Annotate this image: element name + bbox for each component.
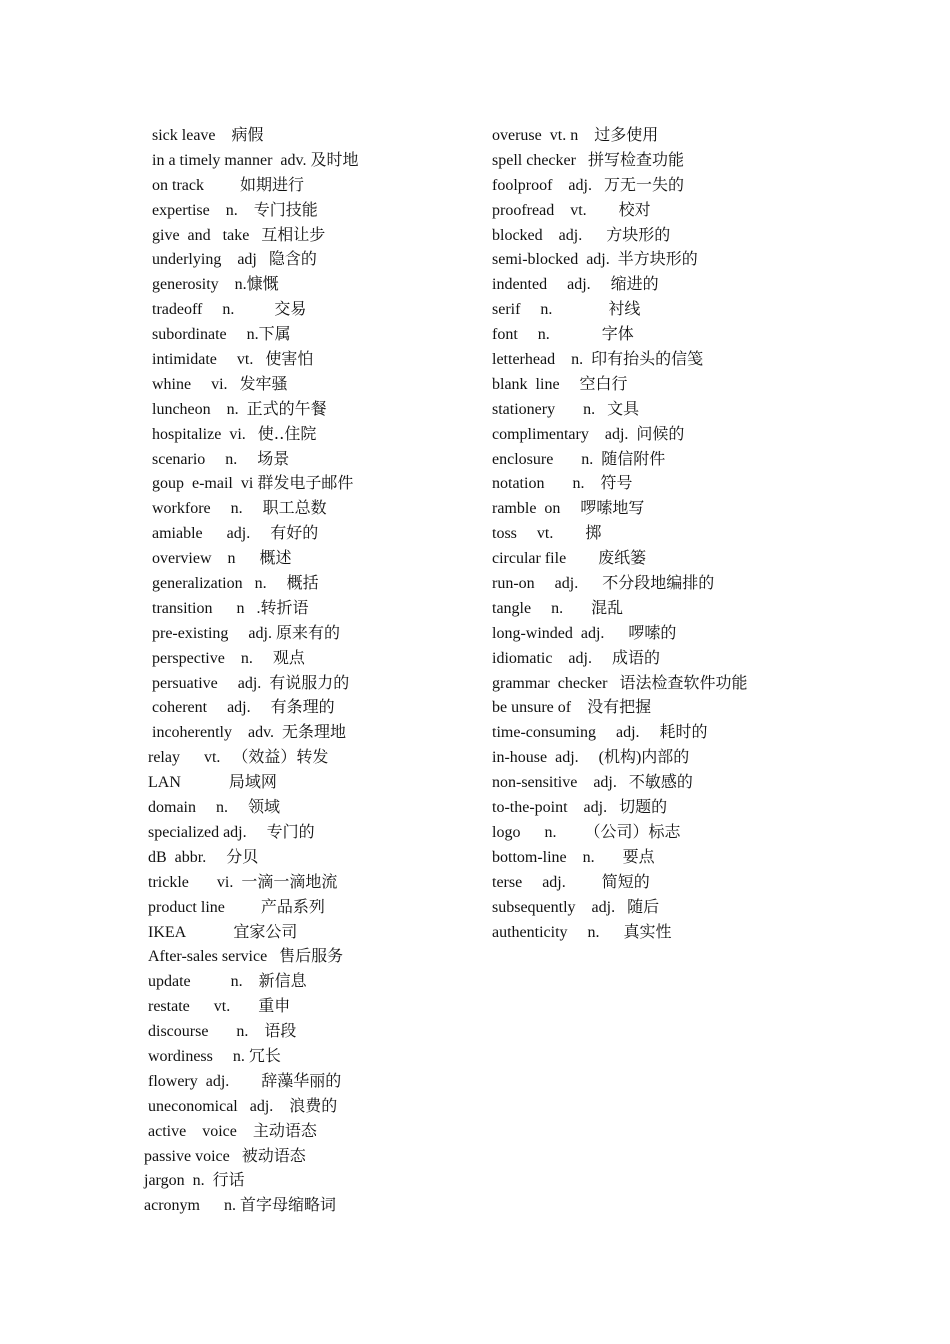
vocab-entry: overview n 概述 bbox=[152, 550, 292, 568]
vocab-entry: be unsure of 没有把握 bbox=[492, 699, 652, 717]
vocab-entry: tradeoff n. 交易 bbox=[152, 301, 307, 319]
vocab-entry: stationery n. 文具 bbox=[492, 400, 640, 418]
vocab-entry: hospitalize vi. 使‥住院 bbox=[152, 425, 317, 443]
vocab-entry: passive voice 被动语态 bbox=[144, 1147, 306, 1165]
vocab-entry: restate vt. 重申 bbox=[148, 998, 291, 1016]
vocab-entry: subordinate n.下属 bbox=[152, 326, 291, 344]
vocab-entry: flowery adj. 辞藻华丽的 bbox=[148, 1072, 342, 1090]
vocab-entry: workfore n. 职工总数 bbox=[152, 500, 327, 518]
vocab-entry: generosity n.慷慨 bbox=[152, 276, 279, 294]
vocab-entry: domain n. 领域 bbox=[148, 799, 280, 817]
right-vocabulary-column bbox=[492, 124, 912, 945]
vocab-entry: goup e-mail vi 群发电子邮件 bbox=[152, 475, 354, 493]
vocab-entry: update n. 新信息 bbox=[148, 973, 307, 991]
vocab-entry: letterhead n. 印有抬头的信笺 bbox=[492, 351, 704, 369]
vocab-entry: toss vt. 掷 bbox=[492, 525, 602, 543]
vocab-entry: discourse n. 语段 bbox=[148, 1023, 297, 1041]
vocab-entry: proofread vt. 校对 bbox=[492, 201, 651, 219]
vocab-entry: logo n. （公司）标志 bbox=[492, 823, 681, 841]
vocab-entry: notation n. 符号 bbox=[492, 475, 633, 493]
vocab-entry: perspective n. 观点 bbox=[152, 649, 305, 667]
vocab-entry: uneconomical adj. 浪费的 bbox=[148, 1097, 338, 1115]
vocab-entry: blank line 空白行 bbox=[492, 375, 628, 393]
vocab-entry: luncheon n. 正式的午餐 bbox=[152, 400, 327, 418]
vocab-entry: enclosure n. 随信附件 bbox=[492, 450, 666, 468]
vocab-entry: acronym n. 首字母缩略词 bbox=[144, 1197, 336, 1215]
vocab-entry: terse adj. 简短的 bbox=[492, 873, 650, 891]
vocab-entry: scenario n. 场景 bbox=[152, 450, 290, 468]
vocab-entry: long-winded adj. 啰嗦的 bbox=[492, 624, 677, 642]
vocab-entry: After-sales service 售后服务 bbox=[148, 948, 344, 966]
vocab-entry: wordiness n. 冗长 bbox=[148, 1047, 281, 1065]
vocab-entry: bottom-line n. 要点 bbox=[492, 848, 655, 866]
vocab-entry: active voice 主动语态 bbox=[148, 1122, 317, 1140]
vocab-entry: trickle vi. 一滴一滴地流 bbox=[148, 873, 338, 891]
vocab-entry: generalization n. 概括 bbox=[152, 575, 319, 593]
vocab-entry: authenticity n. 真实性 bbox=[492, 923, 672, 941]
vocab-entry: incoherently adv. 无条理地 bbox=[152, 724, 347, 742]
vocab-entry: specialized adj. 专门的 bbox=[148, 823, 315, 841]
vocab-entry: serif n. 衬线 bbox=[492, 301, 641, 319]
vocab-entry: in-house adj. (机构)内部的 bbox=[492, 749, 690, 767]
vocab-entry: font n. 字体 bbox=[492, 326, 634, 344]
vocab-entry: relay vt. （效益）转发 bbox=[148, 749, 329, 767]
left-vocabulary-column bbox=[144, 124, 472, 1219]
vocab-entry: give and take 互相让步 bbox=[152, 226, 326, 244]
vocab-entry: on track 如期进行 bbox=[152, 176, 304, 194]
vocab-entry: blocked adj. 方块形的 bbox=[492, 226, 671, 244]
vocab-entry: circular file 废纸篓 bbox=[492, 550, 647, 568]
vocab-entry: spell checker 拼写检查功能 bbox=[492, 151, 684, 169]
vocab-entry: run-on adj. 不分段地编排的 bbox=[492, 575, 715, 593]
vocab-entry: dB abbr. 分贝 bbox=[148, 848, 259, 866]
vocab-entry: grammar checker 语法检查软件功能 bbox=[492, 674, 748, 692]
vocab-entry: semi-blocked adj. 半方块形的 bbox=[492, 251, 698, 269]
vocab-entry: underlying adj 隐含的 bbox=[152, 251, 317, 269]
vocab-entry: persuative adj. 有说服力的 bbox=[152, 674, 350, 692]
vocab-entry: idiomatic adj. 成语的 bbox=[492, 649, 660, 667]
vocab-entry: pre-existing adj. 原来有的 bbox=[152, 624, 340, 642]
vocab-entry: IKEA 宜家公司 bbox=[148, 923, 298, 941]
vocab-entry: overuse vt. n 过多使用 bbox=[492, 127, 659, 144]
vocab-entry: coherent adj. 有条理的 bbox=[152, 699, 335, 717]
vocab-entry: foolproof adj. 万无一失的 bbox=[492, 176, 684, 194]
vocab-entry: time-consuming adj. 耗时的 bbox=[492, 724, 708, 742]
vocab-entry: sick leave 病假 bbox=[152, 127, 264, 144]
vocab-entry: to-the-point adj. 切题的 bbox=[492, 799, 668, 817]
vocab-entry: transition n .转折语 bbox=[152, 599, 309, 617]
vocab-entry: tangle n. 混乱 bbox=[492, 599, 624, 617]
vocab-entry: in a timely manner adv. 及时地 bbox=[152, 151, 359, 169]
vocab-entry: indented adj. 缩进的 bbox=[492, 276, 659, 294]
vocab-entry: product line 产品系列 bbox=[148, 898, 325, 916]
vocab-entry: LAN 局域网 bbox=[148, 774, 277, 792]
vocab-entry: intimidate vt. 使害怕 bbox=[152, 351, 314, 369]
vocab-entry: whine vi. 发牢骚 bbox=[152, 375, 288, 393]
vocab-entry: subsequently adj. 随后 bbox=[492, 898, 660, 916]
vocab-entry: complimentary adj. 问候的 bbox=[492, 425, 685, 443]
vocab-entry: amiable adj. 有好的 bbox=[152, 525, 319, 543]
vocab-entry: non-sensitive adj. 不敏感的 bbox=[492, 774, 693, 792]
vocab-entry: expertise n. 专门技能 bbox=[152, 201, 318, 219]
vocab-entry: ramble on 啰嗦地写 bbox=[492, 500, 645, 518]
vocab-entry: jargon n. 行话 bbox=[144, 1172, 245, 1190]
